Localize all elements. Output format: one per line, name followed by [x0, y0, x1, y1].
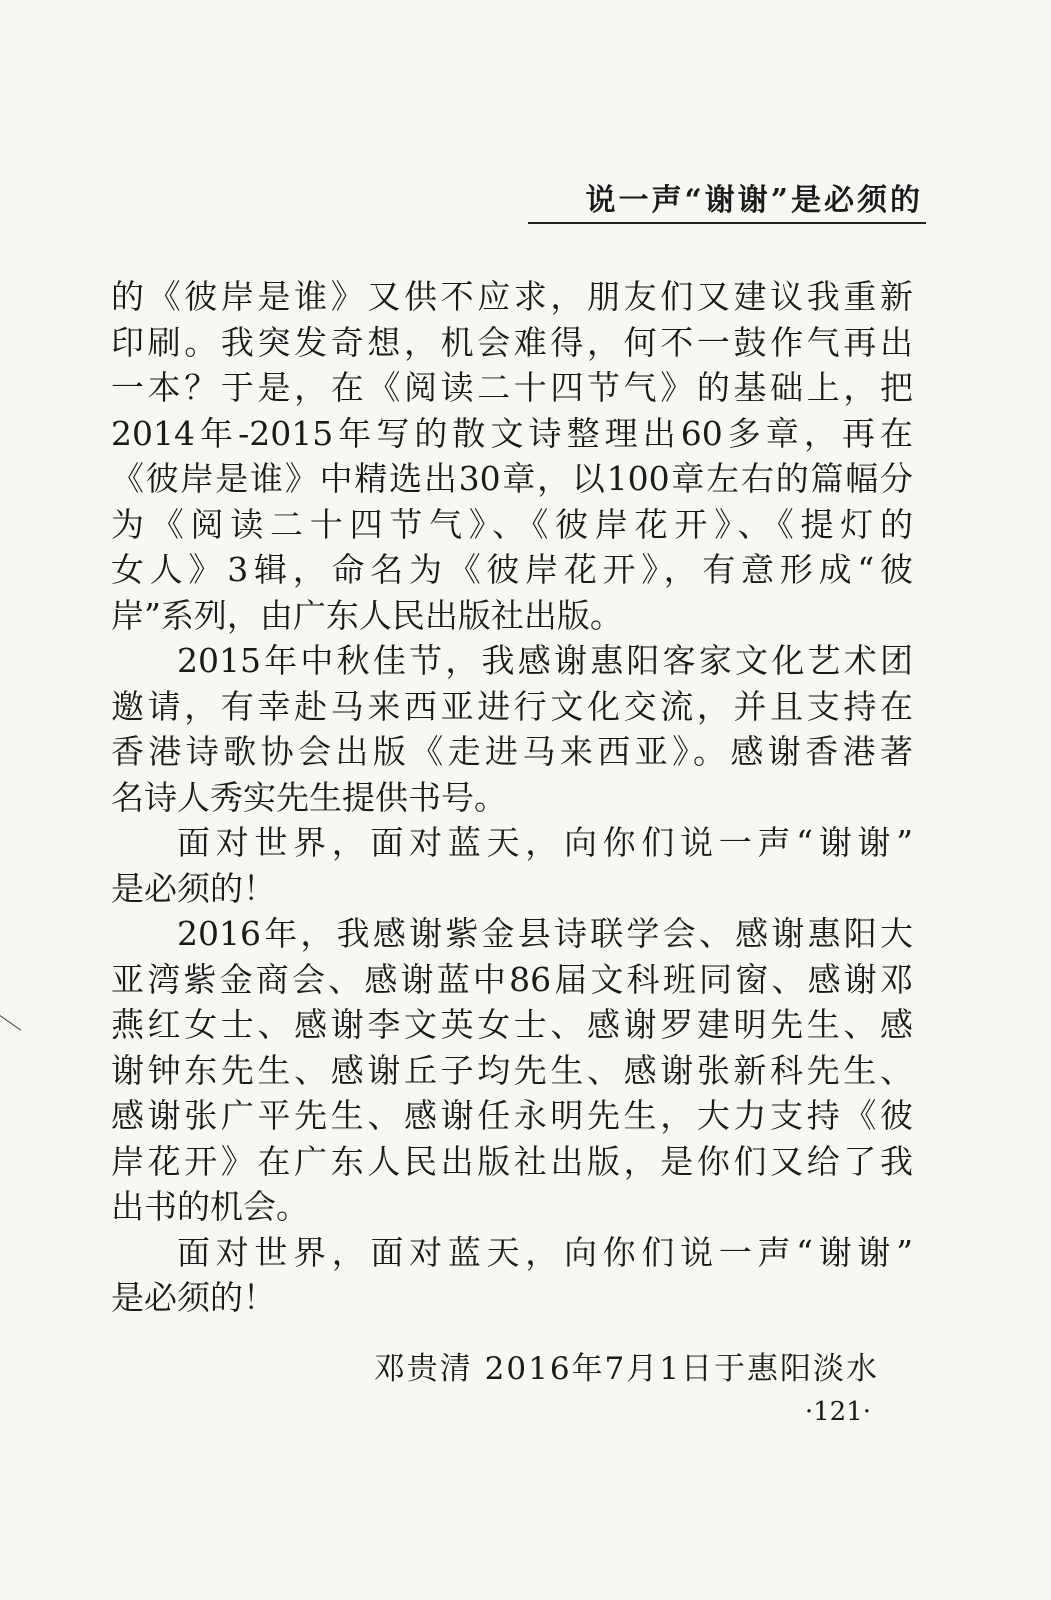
page-number: ·121· — [804, 1397, 871, 1427]
text-line: 岸花开》在广东人民出版社出版，是你们又给了我 — [111, 1141, 913, 1181]
text-line: 《彼岸是谁》中精选出30章，以100章左右的篇幅分 — [111, 459, 913, 498]
text-line: 名诗人秀实先生提供书号。 — [111, 777, 507, 817]
text-line: 女人》3辑，命名为《彼岸花开》，有意形成“彼 — [111, 550, 913, 589]
text-line: 一本？于是，在《阅读二十四节气》的基础上，把 — [111, 368, 913, 407]
text-line: 感谢张广平先生、感谢任永明先生，大力支持《彼 — [111, 1096, 913, 1135]
text-line: 邀请，有幸赴马来西亚进行文化交流，并且支持在 — [111, 686, 913, 726]
text-line: 的《彼岸是谁》又供不应求，朋友们又建议我重新 — [111, 277, 913, 316]
text-line: 谢钟东先生、感谢丘子均先生、感谢张新科先生、 — [111, 1050, 913, 1090]
text-line: 出书的机会。 — [111, 1187, 309, 1226]
text-line: 是必须的！ — [111, 1278, 276, 1317]
text-line: 面对世界，面对蓝天，向你们说一声“谢谢” — [177, 1232, 913, 1272]
body-text — [111, 274, 913, 1321]
scan-edge-mark — [0, 1015, 21, 1031]
text-line: 是必须的！ — [111, 868, 276, 908]
text-line: 2015年中秋佳节，我感谢惠阳客家文化艺术团 — [177, 641, 913, 680]
text-line: 亚湾紫金商会、感谢蓝中86届文科班同窗、感谢邓 — [111, 959, 913, 999]
running-head: 说一声“谢谢”是必须的 — [585, 183, 923, 218]
text-line: 香港诗歌协会出版《走进马来西亚》。感谢香港著 — [111, 732, 913, 771]
text-line: 2016年，我感谢紫金县诗联学会、感谢惠阳大 — [177, 914, 913, 953]
text-line: 岸”系列，由广东人民出版社出版。 — [111, 595, 623, 635]
text-line: 燕红女士、感谢李文英女士、感谢罗建明先生、感 — [111, 1005, 913, 1044]
text-line: 印刷。我突发奇想，机会难得，何不一鼓作气再出 — [111, 322, 913, 362]
text-line: 2014年-2015年写的散文诗整理出60多章，再在 — [111, 413, 913, 453]
text-line: 面对世界，面对蓝天，向你们说一声“谢谢” — [177, 823, 913, 862]
running-head-rule — [528, 222, 926, 224]
text-line: 为《阅读二十四节气》、《彼岸花开》、《提灯的 — [111, 504, 913, 544]
signature-line: 邓贵清 2016年7月1日于惠阳淡水 — [373, 1351, 879, 1387]
